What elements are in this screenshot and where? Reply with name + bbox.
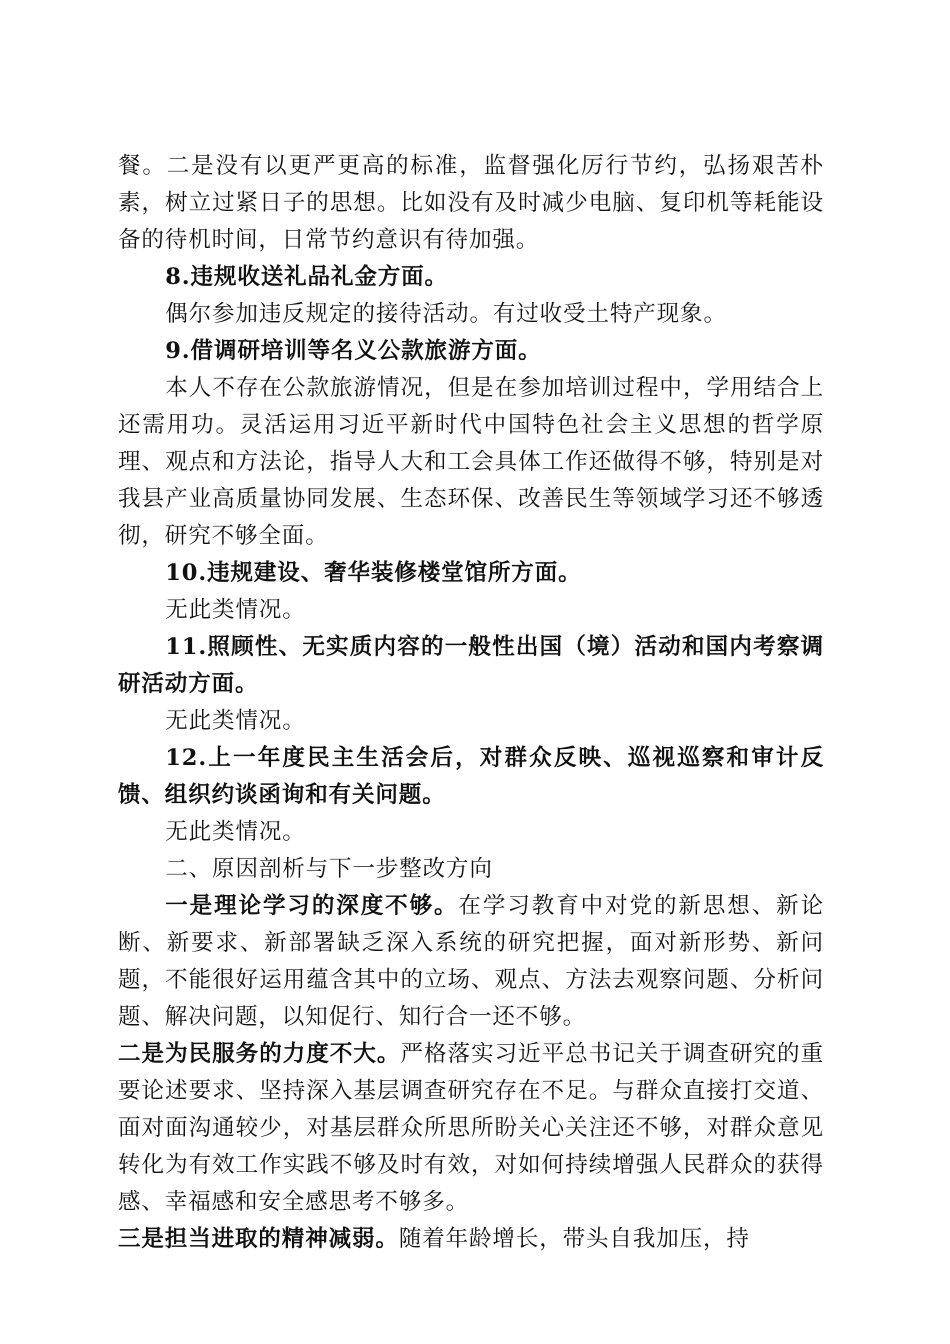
reason-1-text: 在学习教育中对党的新思想、新论断、新要求、新部署缺乏深入系统的研究把握，面对新形势、新问题，不能很好运用蕴含其中的立场、观点、方法去观察问题、分析问题、解决问题，以知促行、知行合一还不够。 xyxy=(118,893,824,1030)
heading-item-8: 8.违规收送礼品礼金方面。 xyxy=(165,264,448,290)
paragraph-frugality-continued: 餐。二是没有以更严更高的标准，监督强化厉行节约，弘扬艰苦朴素，树立过紧日子的思想。比如没有及时减少电脑、复印机等耗能设备的待机时间，日常节约意识有待加强。 xyxy=(118,153,824,253)
reason-2-text: 严格落实习近平总书记关于调查研究的重要论述要求、坚持深入基层调查研究存在不足。与群众直接打交道、面对面沟通较少，对基层群众所思所盼关心关注还不够，对群众意见转化为有效工作实践不够及时有效，对如何持续增强人民群众的获得感、幸福感和安全感思考不够多。 xyxy=(118,1041,824,1215)
paragraph-reason-1 xyxy=(118,888,824,1036)
paragraph-item-10: 无此类情况。 xyxy=(165,597,306,623)
heading-item-12: 12.上一年度民主生活会后，对群众反映、巡视巡察和审计反馈、组织约谈函询和有关问题。 xyxy=(118,745,824,808)
reason-1-lead: 一是理论学习的深度不够。 xyxy=(165,893,459,919)
section-heading-2: 二、原因剖析与下一步整改方向 xyxy=(165,856,493,882)
paragraph-item-11: 无此类情况。 xyxy=(165,708,306,734)
heading-item-11: 11.照顾性、无实质内容的一般性出国（境）活动和国内考察调研活动方面。 xyxy=(118,634,824,697)
paragraph-item-12: 无此类情况。 xyxy=(165,819,306,845)
paragraph-reason-3 xyxy=(118,1221,824,1258)
paragraph-item-8: 偶尔参加违反规定的接待活动。有过收受土特产现象。 xyxy=(165,301,727,327)
paragraph-reason-2 xyxy=(118,1036,824,1221)
reason-2-lead: 二是为民服务的力度不大。 xyxy=(118,1041,401,1067)
reason-3-text: 随着年龄增长，带头自我加压，持 xyxy=(398,1226,750,1252)
paragraph-item-9: 本人不存在公款旅游情况，但是在参加培训过程中，学用结合上还需用功。灵活运用习近平新时代中国特色社会主义思想的哲学原理、观点和方法论，指导人大和工会具体工作还做得不够，特别是对我县产业高质量协同发展、生态环保、改善民生等领域学习还不够透彻，研究不够全面。 xyxy=(118,375,824,549)
document-page xyxy=(118,148,824,1258)
heading-item-9: 9.借调研培训等名义公款旅游方面。 xyxy=(165,338,542,364)
heading-item-10: 10.违规建设、奢华装修楼堂馆所方面。 xyxy=(165,560,582,586)
reason-3-lead: 三是担当进取的精神减弱。 xyxy=(118,1226,399,1252)
